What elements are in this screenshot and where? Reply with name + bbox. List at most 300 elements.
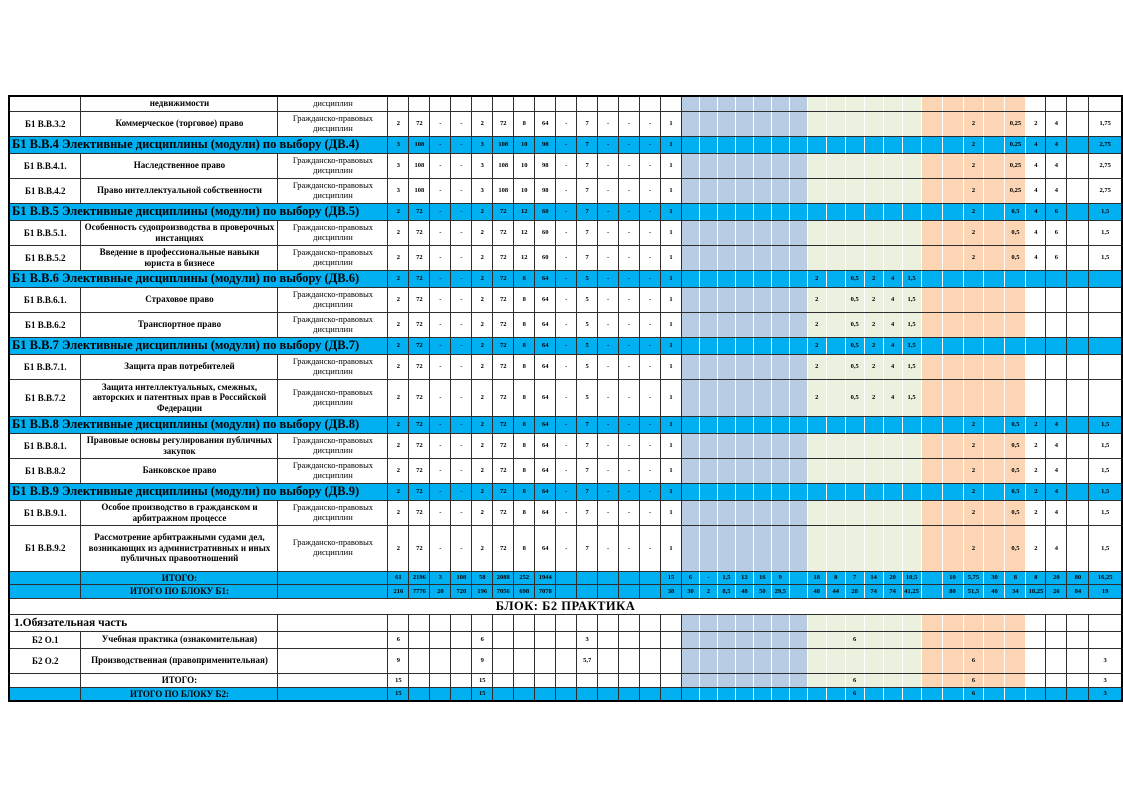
semester-green-cell <box>807 483 826 500</box>
semester-blue-cell: 48 <box>735 584 753 598</box>
semester-orange-cell <box>1005 614 1026 631</box>
semester-blue-cell <box>771 483 789 500</box>
code-cell <box>9 584 81 598</box>
semester-green-cell: 14 <box>864 571 883 584</box>
tail-cell-1 <box>1026 379 1046 416</box>
semester-blue-cell <box>753 136 771 153</box>
value-cell: 60 <box>535 203 556 220</box>
semester-orange-cell <box>921 673 942 687</box>
semester-green-cell: 4 <box>883 287 902 312</box>
semester-orange-cell <box>921 96 942 111</box>
code-cell: Б1 В.В.6.2 <box>9 312 81 337</box>
value-cell: 7 <box>577 500 598 525</box>
value-cell <box>535 631 556 648</box>
value-cell: - <box>430 337 451 354</box>
value-cell: - <box>556 111 577 136</box>
semester-blue-cell <box>717 111 735 136</box>
dept-cell <box>278 673 388 687</box>
semester-blue-cell <box>681 96 699 111</box>
dept-cell: Гражданско-правовых дисциплин <box>278 178 388 203</box>
value-cell: 7 <box>577 153 598 178</box>
semester-green-cell: 4 <box>883 270 902 287</box>
value-cell: 72 <box>493 220 514 245</box>
semester-green-cell <box>902 136 921 153</box>
code-cell: Б1 В.В.8.1. <box>9 433 81 458</box>
semester-orange-cell <box>921 525 942 571</box>
value-cell: 5 <box>577 379 598 416</box>
semester-blue-cell <box>699 525 717 571</box>
semester-blue-cell <box>789 483 807 500</box>
value-cell: 2 <box>472 500 493 525</box>
discipline-row <box>9 96 1122 111</box>
value-cell: 10 <box>514 178 535 203</box>
semester-green-cell <box>902 416 921 433</box>
semester-green-cell <box>826 96 845 111</box>
semester-orange-cell: 10 <box>942 571 963 584</box>
semester-blue-cell <box>789 571 807 584</box>
value-cell: 72 <box>409 203 430 220</box>
value-cell: 2 <box>472 379 493 416</box>
value-cell <box>598 96 619 111</box>
value-cell: 1 <box>661 178 682 203</box>
value-cell: 64 <box>535 483 556 500</box>
semester-blue-cell <box>681 416 699 433</box>
semester-orange-cell <box>921 312 942 337</box>
tail-cell-2 <box>1046 673 1067 687</box>
value-cell <box>661 687 682 701</box>
semester-orange-cell: 2 <box>963 245 984 270</box>
value-cell: - <box>640 483 661 500</box>
section-header-row <box>9 337 1122 354</box>
discipline-row <box>9 245 1122 270</box>
value-cell: 72 <box>493 354 514 379</box>
semester-green-cell <box>845 111 864 136</box>
semester-blue-cell <box>771 178 789 203</box>
section-title: Б1 В.В.9 Элективные дисциплины (модули) по выбору (ДВ.9) <box>9 483 388 500</box>
semester-blue-cell <box>771 337 789 354</box>
semester-orange-cell <box>1005 270 1026 287</box>
semester-green-cell <box>826 203 845 220</box>
value-cell: 64 <box>535 270 556 287</box>
semester-orange-cell <box>942 312 963 337</box>
tail-cell-1: 2 <box>1026 500 1046 525</box>
semester-green-cell <box>826 687 845 701</box>
semester-green-cell <box>826 312 845 337</box>
semester-blue-cell <box>789 178 807 203</box>
semester-green-cell <box>826 500 845 525</box>
value-cell: 61 <box>388 571 409 584</box>
semester-blue-cell <box>681 458 699 483</box>
semester-green-cell <box>902 153 921 178</box>
semester-green-cell: 0,5 <box>845 270 864 287</box>
tail-cell-2 <box>1046 379 1067 416</box>
semester-green-cell <box>864 153 883 178</box>
semester-blue-cell <box>753 153 771 178</box>
value-cell: - <box>451 220 472 245</box>
value-cell: 720 <box>451 584 472 598</box>
tail-cell-wide: 1,5 <box>1089 203 1122 220</box>
value-cell <box>619 584 640 598</box>
value-cell: - <box>451 270 472 287</box>
tail-cell-wide <box>1089 337 1122 354</box>
semester-orange-cell: 2 <box>963 203 984 220</box>
value-cell <box>661 673 682 687</box>
tail-cell-wide: 1,5 <box>1089 525 1122 571</box>
value-cell: 2 <box>388 458 409 483</box>
dept-cell: Гражданско-правовых дисциплин <box>278 245 388 270</box>
value-cell: 2 <box>388 111 409 136</box>
semester-blue-cell: 6 <box>681 571 699 584</box>
semester-green-cell: 2 <box>807 312 826 337</box>
value-cell: 1 <box>661 416 682 433</box>
semester-blue-cell <box>753 354 771 379</box>
value-cell: - <box>430 379 451 416</box>
dept-cell <box>278 631 388 648</box>
tail-cell-3 <box>1067 337 1089 354</box>
value-cell: - <box>430 178 451 203</box>
value-cell: 72 <box>493 433 514 458</box>
value-cell: - <box>619 458 640 483</box>
value-cell: - <box>640 178 661 203</box>
semester-blue-cell <box>699 153 717 178</box>
value-cell <box>640 96 661 111</box>
semester-blue-cell <box>753 483 771 500</box>
semester-blue-cell <box>789 220 807 245</box>
semester-green-cell <box>845 220 864 245</box>
semester-green-cell <box>902 458 921 483</box>
semester-blue-cell <box>753 337 771 354</box>
tail-cell-3 <box>1067 153 1089 178</box>
discipline-name-cell: недвижимости <box>81 96 278 111</box>
tail-cell-2 <box>1046 337 1067 354</box>
semester-blue-cell <box>717 673 735 687</box>
semester-blue-cell <box>735 96 753 111</box>
value-cell <box>577 571 598 584</box>
value-cell: 108 <box>409 178 430 203</box>
value-cell <box>556 614 577 631</box>
value-cell <box>472 614 493 631</box>
value-cell: 2 <box>388 270 409 287</box>
section-title: Б1 В.В.7 Элективные дисциплины (модули) по выбору (ДВ.7) <box>9 337 388 354</box>
tail-cell-wide: 3 <box>1089 687 1122 701</box>
semester-green-cell: 6 <box>845 631 864 648</box>
value-cell <box>619 614 640 631</box>
tail-cell-wide: 1,5 <box>1089 500 1122 525</box>
value-cell: 252 <box>514 571 535 584</box>
semester-green-cell <box>807 687 826 701</box>
semester-green-cell <box>845 203 864 220</box>
value-cell: 8 <box>514 458 535 483</box>
semester-orange-cell <box>984 379 1005 416</box>
value-cell: 64 <box>535 111 556 136</box>
value-cell <box>451 687 472 701</box>
discipline-name-cell: Производственная (правоприменительная) <box>81 648 278 673</box>
semester-green-cell <box>845 245 864 270</box>
value-cell: 2 <box>388 220 409 245</box>
semester-blue-cell <box>789 337 807 354</box>
semester-blue-cell <box>735 525 753 571</box>
tail-cell-wide <box>1089 270 1122 287</box>
value-cell: 72 <box>409 337 430 354</box>
semester-blue-cell: 30 <box>681 584 699 598</box>
semester-orange-cell: 0,25 <box>1005 178 1026 203</box>
value-cell: - <box>451 153 472 178</box>
tail-cell-1 <box>1026 673 1046 687</box>
semester-blue-cell <box>681 673 699 687</box>
semester-orange-cell: 48 <box>984 584 1005 598</box>
value-cell: 7 <box>577 483 598 500</box>
value-cell: - <box>451 136 472 153</box>
semester-blue-cell <box>771 525 789 571</box>
value-cell <box>451 614 472 631</box>
value-cell: - <box>556 416 577 433</box>
tail-cell-2 <box>1046 96 1067 111</box>
value-cell: 1 <box>661 136 682 153</box>
semester-blue-cell <box>681 245 699 270</box>
value-cell: - <box>598 136 619 153</box>
value-cell: - <box>430 153 451 178</box>
value-cell: 7078 <box>535 584 556 598</box>
semester-green-cell: 2 <box>864 379 883 416</box>
tail-cell-2 <box>1046 687 1067 701</box>
semester-orange-cell <box>984 458 1005 483</box>
semester-blue-cell: - <box>699 571 717 584</box>
semester-blue-cell <box>735 379 753 416</box>
semester-blue-cell <box>681 648 699 673</box>
tail-cell-wide: 3 <box>1089 648 1122 673</box>
value-cell <box>556 673 577 687</box>
semester-blue-cell <box>789 631 807 648</box>
semester-green-cell <box>864 245 883 270</box>
value-cell <box>451 673 472 687</box>
semester-green-cell <box>826 458 845 483</box>
semester-orange-cell <box>984 245 1005 270</box>
value-cell: 72 <box>493 483 514 500</box>
value-cell: - <box>430 500 451 525</box>
value-cell: - <box>451 245 472 270</box>
semester-orange-cell <box>921 379 942 416</box>
value-cell: 2 <box>472 458 493 483</box>
value-cell: 8 <box>514 111 535 136</box>
semester-green-cell: 41,25 <box>902 584 921 598</box>
discipline-row <box>9 220 1122 245</box>
semester-green-cell <box>864 111 883 136</box>
discipline-row <box>9 500 1122 525</box>
value-cell: - <box>430 433 451 458</box>
semester-blue-cell: 9 <box>771 571 789 584</box>
semester-green-cell <box>902 648 921 673</box>
value-cell <box>661 614 682 631</box>
code-cell: Б1 В.В.6.1. <box>9 287 81 312</box>
semester-blue-cell <box>753 631 771 648</box>
semester-blue-cell <box>753 220 771 245</box>
tail-cell-3 <box>1067 648 1089 673</box>
value-cell: - <box>619 270 640 287</box>
semester-green-cell: 6 <box>845 673 864 687</box>
code-cell: Б1 В.В.8.2 <box>9 458 81 483</box>
semester-green-cell: 48 <box>807 584 826 598</box>
total-label: ИТОГО: <box>81 571 278 584</box>
semester-blue-cell <box>717 245 735 270</box>
tail-cell-2: 4 <box>1046 111 1067 136</box>
semester-orange-cell: 2 <box>963 178 984 203</box>
dept-cell: Гражданско-правовых дисциплин <box>278 458 388 483</box>
semester-blue-cell <box>735 178 753 203</box>
value-cell <box>556 571 577 584</box>
semester-orange-cell <box>942 648 963 673</box>
value-cell: 8 <box>514 287 535 312</box>
semester-blue-cell <box>681 525 699 571</box>
discipline-name-cell: Право интеллектуальной собственности <box>81 178 278 203</box>
semester-green-cell <box>826 648 845 673</box>
dept-cell: Гражданско-правовых дисциплин <box>278 220 388 245</box>
value-cell <box>493 687 514 701</box>
semester-blue-cell <box>717 220 735 245</box>
semester-green-cell: 4 <box>883 354 902 379</box>
semester-orange-cell <box>921 287 942 312</box>
semester-orange-cell <box>963 287 984 312</box>
total-row <box>9 584 1122 598</box>
semester-orange-cell <box>942 270 963 287</box>
tail-cell-wide <box>1089 631 1122 648</box>
value-cell <box>619 673 640 687</box>
value-cell: 108 <box>451 571 472 584</box>
semester-orange-cell <box>921 614 942 631</box>
value-cell: 72 <box>493 111 514 136</box>
value-cell: - <box>640 433 661 458</box>
value-cell <box>472 96 493 111</box>
value-cell: 3 <box>472 178 493 203</box>
value-cell: 72 <box>409 312 430 337</box>
semester-blue-cell <box>735 631 753 648</box>
value-cell: - <box>556 245 577 270</box>
semester-orange-cell <box>963 270 984 287</box>
value-cell: 1 <box>661 458 682 483</box>
value-cell <box>451 631 472 648</box>
value-cell: 5,7 <box>577 648 598 673</box>
tail-cell-1: 4 <box>1026 245 1046 270</box>
semester-blue-cell <box>735 270 753 287</box>
section-title: Б1 В.В.5 Элективные дисциплины (модули) по выбору (ДВ.5) <box>9 203 388 220</box>
semester-blue-cell <box>771 433 789 458</box>
value-cell: 72 <box>493 287 514 312</box>
tail-cell-wide <box>1089 354 1122 379</box>
semester-green-cell <box>826 337 845 354</box>
part-title-row <box>9 614 1122 631</box>
value-cell <box>514 614 535 631</box>
tail-cell-1: 2 <box>1026 111 1046 136</box>
value-cell: - <box>451 203 472 220</box>
tail-cell-1 <box>1026 648 1046 673</box>
semester-orange-cell <box>942 245 963 270</box>
semester-orange-cell <box>942 136 963 153</box>
semester-blue-cell <box>717 483 735 500</box>
semester-blue-cell <box>789 312 807 337</box>
semester-blue-cell <box>699 245 717 270</box>
value-cell <box>409 687 430 701</box>
value-cell: 108 <box>493 136 514 153</box>
tail-cell-3 <box>1067 312 1089 337</box>
semester-blue-cell <box>735 136 753 153</box>
semester-blue-cell <box>717 416 735 433</box>
semester-green-cell <box>864 673 883 687</box>
value-cell: - <box>430 458 451 483</box>
semester-green-cell <box>864 136 883 153</box>
semester-blue-cell <box>735 111 753 136</box>
semester-blue-cell <box>717 270 735 287</box>
value-cell: 10 <box>514 136 535 153</box>
semester-blue-cell <box>699 337 717 354</box>
value-cell: - <box>556 525 577 571</box>
value-cell <box>493 96 514 111</box>
semester-green-cell <box>845 648 864 673</box>
value-cell: 72 <box>493 312 514 337</box>
value-cell: 7776 <box>409 584 430 598</box>
semester-green-cell: 6 <box>845 687 864 701</box>
value-cell: - <box>598 433 619 458</box>
value-cell <box>598 614 619 631</box>
value-cell: - <box>430 136 451 153</box>
value-cell: 2 <box>472 111 493 136</box>
semester-blue-cell <box>789 153 807 178</box>
semester-orange-cell <box>963 337 984 354</box>
discipline-name-cell: Наследственное право <box>81 153 278 178</box>
value-cell: 15 <box>388 673 409 687</box>
value-cell <box>577 584 598 598</box>
value-cell <box>514 687 535 701</box>
semester-blue-cell <box>771 287 789 312</box>
semester-green-cell <box>883 433 902 458</box>
semester-green-cell <box>864 483 883 500</box>
total-row <box>9 673 1122 687</box>
tail-cell-3 <box>1067 631 1089 648</box>
semester-green-cell: 2 <box>807 287 826 312</box>
value-cell: 12 <box>514 245 535 270</box>
semester-blue-cell <box>735 354 753 379</box>
dept-cell <box>278 687 388 701</box>
semester-green-cell: 1,5 <box>902 337 921 354</box>
semester-green-cell <box>902 245 921 270</box>
semester-blue-cell <box>681 433 699 458</box>
semester-blue-cell <box>681 136 699 153</box>
semester-green-cell <box>826 136 845 153</box>
tail-cell-2 <box>1046 614 1067 631</box>
value-cell: - <box>598 337 619 354</box>
value-cell: 2 <box>472 337 493 354</box>
value-cell: - <box>619 483 640 500</box>
value-cell: 64 <box>535 458 556 483</box>
tail-cell-wide <box>1089 614 1122 631</box>
semester-blue-cell <box>699 687 717 701</box>
value-cell: - <box>640 220 661 245</box>
value-cell: 8 <box>514 500 535 525</box>
value-cell: 98 <box>535 136 556 153</box>
value-cell: 2 <box>388 245 409 270</box>
semester-orange-cell <box>942 354 963 379</box>
value-cell: 8 <box>514 416 535 433</box>
value-cell: 2 <box>472 416 493 433</box>
tail-cell-1 <box>1026 687 1046 701</box>
value-cell <box>640 687 661 701</box>
semester-blue-cell <box>789 458 807 483</box>
value-cell: 3 <box>388 178 409 203</box>
semester-orange-cell: 6 <box>963 648 984 673</box>
value-cell <box>388 96 409 111</box>
semester-blue-cell <box>789 270 807 287</box>
value-cell: 3 <box>577 631 598 648</box>
tail-cell-1: 4 <box>1026 178 1046 203</box>
semester-green-cell <box>845 614 864 631</box>
